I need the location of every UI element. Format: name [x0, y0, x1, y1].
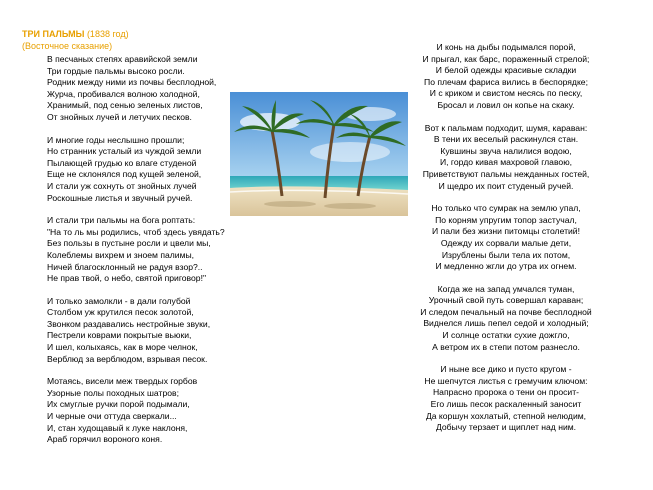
poem-line: Без пользы в пустыне росли и цвели мы,: [47, 238, 211, 249]
poem-line: Не прав твой, о небо, святой приговор!": [47, 273, 207, 284]
poem-line: И белой одежды красивые складки: [435, 65, 577, 76]
poem-stanza: [400, 203, 612, 273]
poem-line: Вот к пальмам подходит, шумя, караван:: [424, 122, 588, 133]
poem-line: Журча, пробивался волною холодной,: [47, 88, 200, 99]
three-palms-photo: [230, 92, 408, 216]
poem-line: Одежду их сорвали малые дети,: [440, 237, 572, 248]
poem-stanza: [400, 284, 612, 354]
poem-line: Кувшины звуча налилися водою,: [440, 145, 572, 156]
poem-line: Пылающей грудью ко влаге студеной: [47, 157, 197, 168]
poem-line: Приветствуют пальмы нежданных гостей,: [422, 168, 590, 179]
poem-line: И пали без жизни питомцы столетий!: [432, 226, 580, 237]
poem-stanza: [47, 296, 225, 366]
palm-beach-image: [230, 92, 408, 216]
poem-line: От знойных лучей и летучих песков.: [47, 111, 192, 122]
poem-line: Изрублены были тела их потом,: [441, 249, 571, 260]
poem-line: И щедро их поит студеный ручей.: [438, 180, 574, 191]
poem-line: И многие годы неслышно прошли;: [47, 134, 185, 145]
poem-line: Звонком раздавались нестройные звуки,: [47, 318, 211, 329]
poem-line: И прыгал, как барс, пораженный стрелой;: [422, 53, 590, 64]
poem-stanza: [400, 42, 612, 112]
poem-line: Роскошные листья и звучный ручей.: [47, 192, 193, 203]
poem-line: Да коршун хохлатый, степной нелюдим,: [425, 410, 587, 421]
poem-line: "На то ль мы родились, чтоб здесь увядать?: [47, 226, 225, 237]
poem-line: Не шепчутся листья с гремучим ключом:: [424, 375, 588, 386]
poem-line: Узорные полы походных шатров;: [47, 387, 179, 398]
poem-line: И ныне все дико и пусто кругом -: [440, 364, 572, 375]
poem-line: Добычу терзает и щиплет над ним.: [435, 422, 577, 433]
poem-line: Бросал и ловил он копье на скаку.: [437, 99, 575, 110]
poem-line: Верблюд за верблюдом, взрывая песок.: [47, 353, 208, 364]
poem-line: Ничей благосклонный не радуя взор?..: [47, 261, 203, 272]
poem-subtitle: (Восточное сказание): [22, 41, 113, 51]
poem-line: Но только что сумрак на землю упал,: [431, 203, 581, 214]
poem-stanza: [47, 376, 225, 446]
poem-line: Виднелся лишь пепел седой и холодный;: [423, 318, 589, 329]
title-block: [22, 28, 129, 52]
poem-line: Его лишь песок раскаленный заносит: [430, 399, 582, 410]
poem-line: В песчаных степях аравийской земли: [47, 54, 198, 64]
poem-line: Три гордые пальмы высоко росли.: [47, 65, 185, 76]
poem-line: Араб горячил вороного коня.: [47, 434, 163, 445]
poem-line: Мотаясь, висели меж твердых горбов: [47, 376, 198, 387]
poem-line: Колеблемы вихрем и зноем палимы,: [47, 249, 195, 260]
poem-stanza: [47, 215, 225, 285]
poem-line: И следом печальный на почве бесплодной: [420, 306, 592, 317]
poem-line: И солнце остатки сухие дожгло,: [442, 330, 570, 341]
poem-line: И, гордо кивая махровой главою,: [439, 157, 573, 168]
poem-line: Их смуглые ручки порой подымали,: [47, 399, 190, 410]
poem-line: И стали три пальмы на бога роптать:: [47, 215, 196, 226]
poem-line: Напрасно пророка о тени он просит-: [432, 387, 580, 398]
poem-line: По плечам фариса вились в беспорядке;: [424, 76, 588, 87]
poem-stanza: [47, 54, 225, 124]
poem-line: И черные очи оттуда сверкали...: [47, 411, 177, 422]
right-poem-column: [400, 42, 612, 445]
poem-line: И шел, колыхаясь, как в море челнок,: [47, 342, 198, 353]
poem-line: Хранимый, под сенью зеленых листов,: [47, 100, 203, 111]
poem-line: Когда же на запад умчался туман,: [437, 283, 575, 294]
poem-line: И стали уж сохнуть от знойных лучей: [47, 180, 197, 191]
poem-stanza: [400, 123, 612, 193]
poem-line: По корням упругим топор застучал,: [435, 214, 577, 225]
poem-line: И только замолкли - в дали голубой: [47, 295, 191, 306]
poem-line: И медленно жгли до утра их огнем.: [435, 261, 577, 272]
poem-line: Пестрели коврами покрытые вьюки,: [47, 330, 192, 341]
poem-line: В тени их веселый раскинулся стан.: [433, 134, 579, 145]
poem-line: Но странник усталый из чуждой земли: [47, 146, 202, 157]
poem-line: Урочный свой путь совершал караван;: [428, 295, 584, 306]
poem-title: ТРИ ПАЛЬМЫ: [22, 29, 85, 39]
poem-line: А ветром их в степи потом разнесло.: [432, 341, 580, 352]
poem-line: И конь на дыбы подымался порой,: [436, 42, 576, 52]
poem-line: И, стан худощавый к луке наклоня,: [47, 422, 188, 433]
poem-stanza: [400, 364, 612, 434]
poem-line: Родник между ними из почвы бесплодной,: [47, 77, 217, 88]
left-poem-column: [47, 54, 225, 457]
poem-line: Еще не склонялся под кущей зеленой,: [47, 169, 202, 180]
poem-stanza: [47, 135, 225, 205]
poem-year: (1838 год): [86, 29, 129, 39]
poem-line: И с криком и свистом несясь по песку,: [429, 88, 583, 99]
poem-line: Столбом уж крутился песок золотой,: [47, 307, 194, 318]
